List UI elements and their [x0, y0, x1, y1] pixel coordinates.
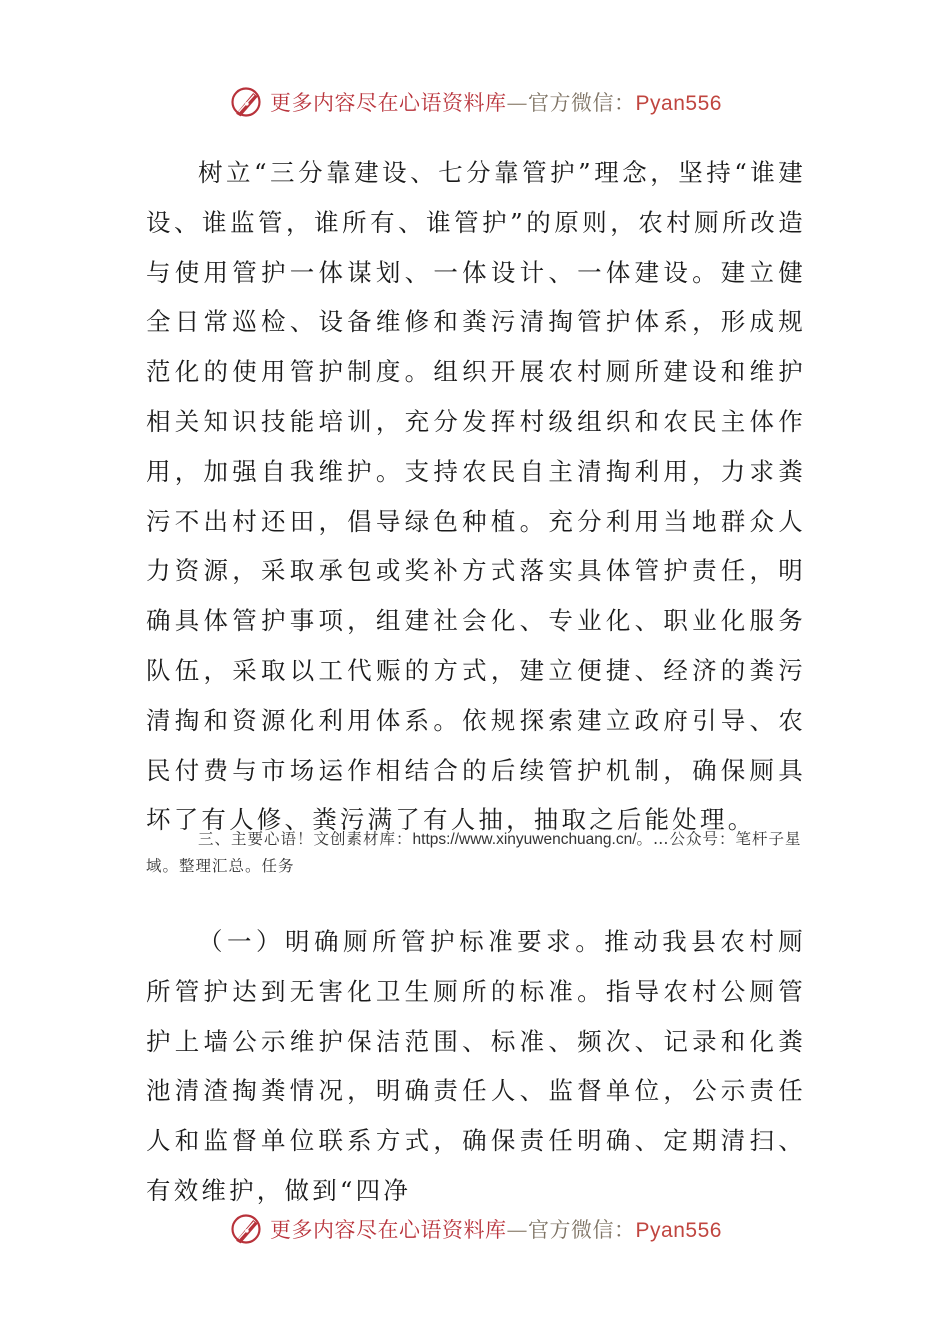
section-note-prefix: 三、主要心语！文创素材库：	[198, 830, 413, 848]
banner-wechat-label: 官方微信：	[528, 1218, 636, 1242]
banner-wechat-account: Pyan556	[635, 1219, 722, 1242]
section-note	[146, 826, 806, 879]
banner-dash: —	[506, 91, 529, 115]
pen-nib-logo-icon	[228, 84, 264, 120]
banner-dash: —	[506, 1218, 529, 1242]
footer-banner	[0, 1209, 950, 1249]
pen-nib-logo-icon	[228, 1211, 264, 1247]
section-note-url: https://www.xinyuwenchuang.cn/	[412, 831, 637, 848]
banner-site-name: 更多内容尽在心语资料库	[270, 1218, 507, 1242]
body-paragraph-1: 树立“三分靠建设、七分靠管护”理念，坚持“谁建设、谁监管，谁所有、谁管护”的原则，农村厕所改造与使用管护一体谋划、一体设计、一体建设。建立健全日常巡检、设备维修和粪污清掏管护体系，形成规范化的使用管护制度。组织开展农村厕所建设和维护相关知识技能培训，充分发挥村级组织和农民主体作用，加强自我维护。支持农民自主清掏利用，力求粪污不出村还田，倡导绿色种植。充分利用当地群众人力资源，采取承包或奖补方式落实具体管护责任，明确具体管护事项，组建社会化、专业化、职业化服务队伍，采取以工代赈的方式，建立便捷、经济的粪污清掏和资源化利用体系。依规探索建立政府引导、农民付费与市场运作相结合的后续管护机制，确保厕具坏了有人修、粪污满了有人抽，抽取之后能处理。	[146, 158, 806, 835]
banner-site-name: 更多内容尽在心语资料库	[270, 91, 507, 115]
section-note-suffix: 。…公众号：笔杆子星域。整理汇总。任务	[146, 830, 802, 875]
header-banner	[0, 82, 950, 122]
banner-wechat-account: Pyan556	[635, 92, 722, 115]
body-paragraph-2: （一）明确厕所管护标准要求。推动我县农村厕所管护达到无害化卫生厕所的标准。指导农村公厕管护上墙公示维护保洁范围、标准、频次、记录和化粪池清渣掏粪情况，明确责任人、监督单位，公示责任人和监督单位联系方式，确保责任明确、定期清扫、有效维护，做到“四净	[146, 927, 806, 1205]
banner-wechat-label: 官方微信：	[528, 91, 636, 115]
